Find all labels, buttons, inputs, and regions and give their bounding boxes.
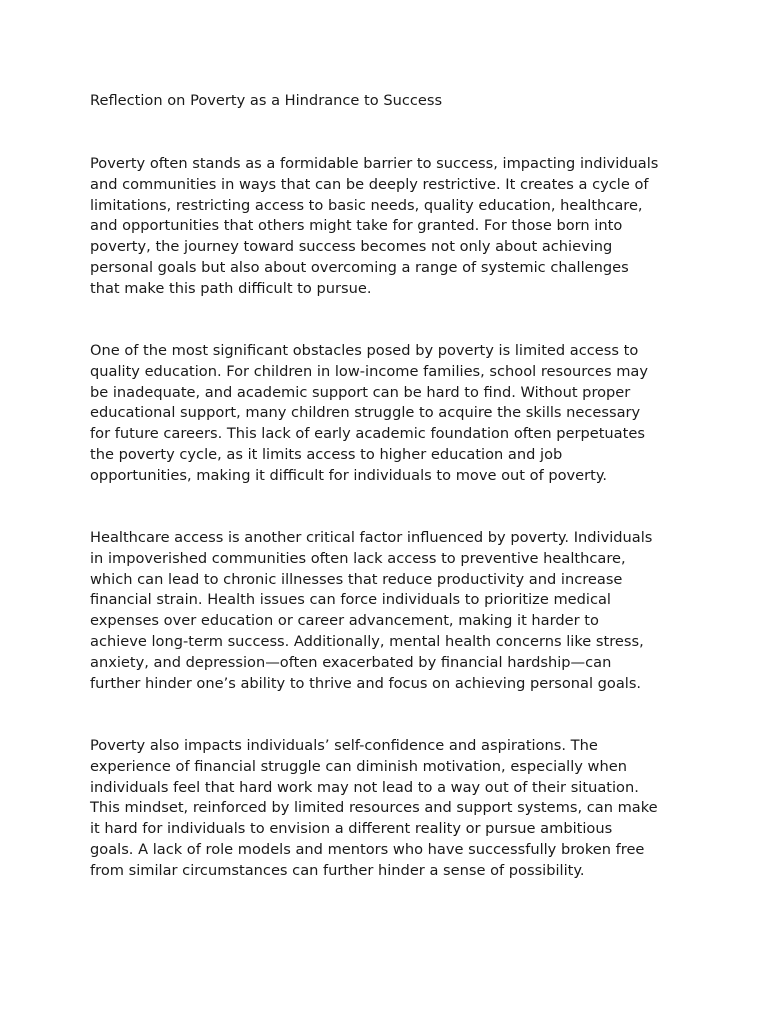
paragraph-line: and opportunities that others might take for granted. For those born into bbox=[90, 217, 623, 235]
paragraph-line: achieve long-term success. Additionally, mental health concerns like stress, bbox=[90, 632, 644, 650]
paragraph-line: from similar circumstances can further hinder a sense of possibility. bbox=[90, 861, 585, 879]
paragraph-line: This mindset, reinforced by limited resources and support systems, can make bbox=[90, 799, 658, 817]
document-title: Reflection on Poverty as a Hindrance to Success bbox=[90, 92, 443, 109]
paragraph-line: Poverty often stands as a formidable barrier to success, impacting individuals bbox=[90, 155, 659, 172]
paragraph-line: quality education. For children in low-income families, school resources may bbox=[90, 362, 649, 380]
paragraph-line: opportunities, making it difficult for individuals to move out of poverty. bbox=[90, 466, 608, 484]
paragraph-line: financial strain. Health issues can force individuals to prioritize medical bbox=[90, 591, 611, 609]
paragraph-line: expenses over education or career advancement, making it harder to bbox=[90, 612, 599, 630]
paragraph-line: that make this path difficult to pursue. bbox=[90, 279, 372, 297]
paragraph-line: goals. A lack of role models and mentors who have successfully broken free bbox=[90, 840, 645, 858]
paragraph-1 bbox=[90, 154, 690, 300]
paragraph-line: the poverty cycle, as it limits access to higher education and job bbox=[90, 445, 563, 463]
paragraph-line: Healthcare access is another critical factor influenced by poverty. Individuals bbox=[90, 529, 653, 546]
paragraph-line: anxiety, and depression—often exacerbated by financial hardship—can bbox=[90, 653, 612, 671]
paragraph-line: personal goals but also about overcoming a range of systemic challenges bbox=[90, 258, 629, 276]
paragraph-line: experience of financial struggle can diminish motivation, especially when bbox=[90, 757, 627, 775]
paragraph-line: limitations, restricting access to basic needs, quality education, healthcare, bbox=[90, 196, 643, 214]
paragraph-2 bbox=[90, 341, 690, 487]
paragraph-line: poverty, the journey toward success becomes not only about achieving bbox=[90, 238, 613, 256]
paragraph-line: individuals feel that hard work may not lead to a way out of their situation. bbox=[90, 778, 639, 796]
paragraph-4 bbox=[90, 736, 690, 882]
paragraph-line: Poverty also impacts individuals’ self-confidence and aspirations. The bbox=[90, 737, 598, 754]
paragraph-line: which can lead to chronic illnesses that reduce productivity and increase bbox=[90, 570, 623, 588]
paragraph-line: One of the most significant obstacles posed by poverty is limited access to bbox=[90, 342, 639, 359]
paragraph-3 bbox=[90, 528, 690, 694]
paragraph-line: for future careers. This lack of early academic foundation often perpetuates bbox=[90, 425, 645, 443]
paragraph-line: and communities in ways that can be deeply restrictive. It creates a cycle of bbox=[90, 175, 649, 193]
paragraph-line: in impoverished communities often lack access to preventive healthcare, bbox=[90, 549, 626, 567]
paragraph-line: educational support, many children struggle to acquire the skills necessary bbox=[90, 404, 641, 422]
paragraph-line: be inadequate, and academic support can be hard to find. Without proper bbox=[90, 383, 631, 401]
paragraph-line: it hard for individuals to envision a different reality or pursue ambitious bbox=[90, 820, 613, 838]
paragraph-line: further hinder one’s ability to thrive and focus on achieving personal goals. bbox=[90, 674, 642, 692]
